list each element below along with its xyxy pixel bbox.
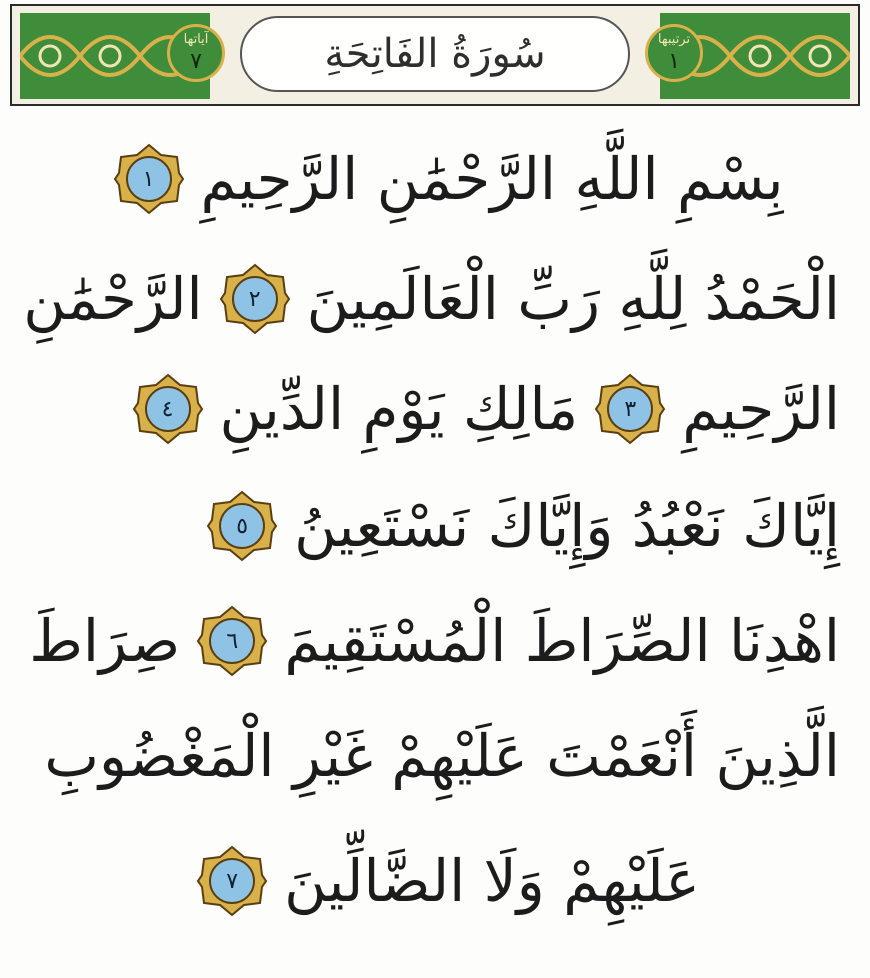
verse-line-6 bbox=[40, 697, 840, 815]
verse-text: صِرَاطَ bbox=[29, 607, 181, 675]
verse-text: الرَّحْمَٰنِ bbox=[23, 265, 203, 333]
verse-text: الْحَمْدُ لِلَّهِ رَبِّ الْعَالَمِينَ bbox=[306, 265, 840, 333]
surah-title-box bbox=[240, 16, 630, 92]
ayah-marker bbox=[594, 373, 666, 445]
verse-count-number: ٧ bbox=[190, 49, 202, 74]
verse-page bbox=[0, 112, 870, 978]
surah-title: سُورَةُ الفَاتِحَةِ bbox=[324, 31, 546, 77]
verse-line-4 bbox=[40, 467, 840, 585]
verse-text: الَّذِينَ أَنْعَمْتَ عَلَيْهِمْ غَيْرِ الْمَغْضُوبِ bbox=[44, 722, 840, 790]
verse-text: الرَّحِيمِ bbox=[682, 375, 840, 443]
ayah-number: ١ bbox=[142, 166, 155, 192]
surah-order-medallion bbox=[645, 24, 703, 82]
ayah-number: ٦ bbox=[226, 628, 239, 654]
ayah-marker bbox=[113, 143, 185, 215]
verse-line-2 bbox=[23, 240, 840, 358]
ayah-marker bbox=[219, 263, 291, 335]
verse-text: اهْدِنَا الصِّرَاطَ الْمُسْتَقِيمَ bbox=[284, 607, 840, 675]
verse-text: مَالِكِ يَوْمِ الدِّينِ bbox=[219, 375, 579, 443]
verse-line-5 bbox=[29, 582, 840, 700]
verse-text: إِيَّاكَ نَعْبُدُ وَإِيَّاكَ نَسْتَعِينُ bbox=[294, 492, 840, 560]
ayah-number: ٤ bbox=[161, 396, 174, 422]
ayah-marker bbox=[206, 490, 278, 562]
ayah-number: ٧ bbox=[226, 868, 239, 894]
verse-line-1 bbox=[40, 120, 840, 238]
verse-count-medallion bbox=[167, 24, 225, 82]
verse-count-label: آياتها bbox=[183, 32, 209, 47]
ayah-marker bbox=[132, 373, 204, 445]
ayah-number: ٣ bbox=[624, 396, 637, 422]
ayah-marker bbox=[196, 605, 268, 677]
verse-text: بِسْمِ اللَّهِ الرَّحْمَٰنِ الرَّحِيمِ bbox=[200, 145, 784, 213]
ayah-marker bbox=[196, 845, 268, 917]
surah-order-label: ترتيبها bbox=[657, 32, 691, 47]
verse-line-3 bbox=[40, 350, 840, 468]
ayah-number: ٥ bbox=[236, 513, 249, 539]
verse-line-7 bbox=[40, 822, 840, 940]
surah-header bbox=[10, 4, 860, 106]
ayah-number: ٢ bbox=[248, 286, 261, 312]
verse-text: عَلَيْهِمْ وَلَا الضَّالِّينَ bbox=[284, 847, 700, 915]
surah-order-number: ١ bbox=[668, 49, 680, 74]
